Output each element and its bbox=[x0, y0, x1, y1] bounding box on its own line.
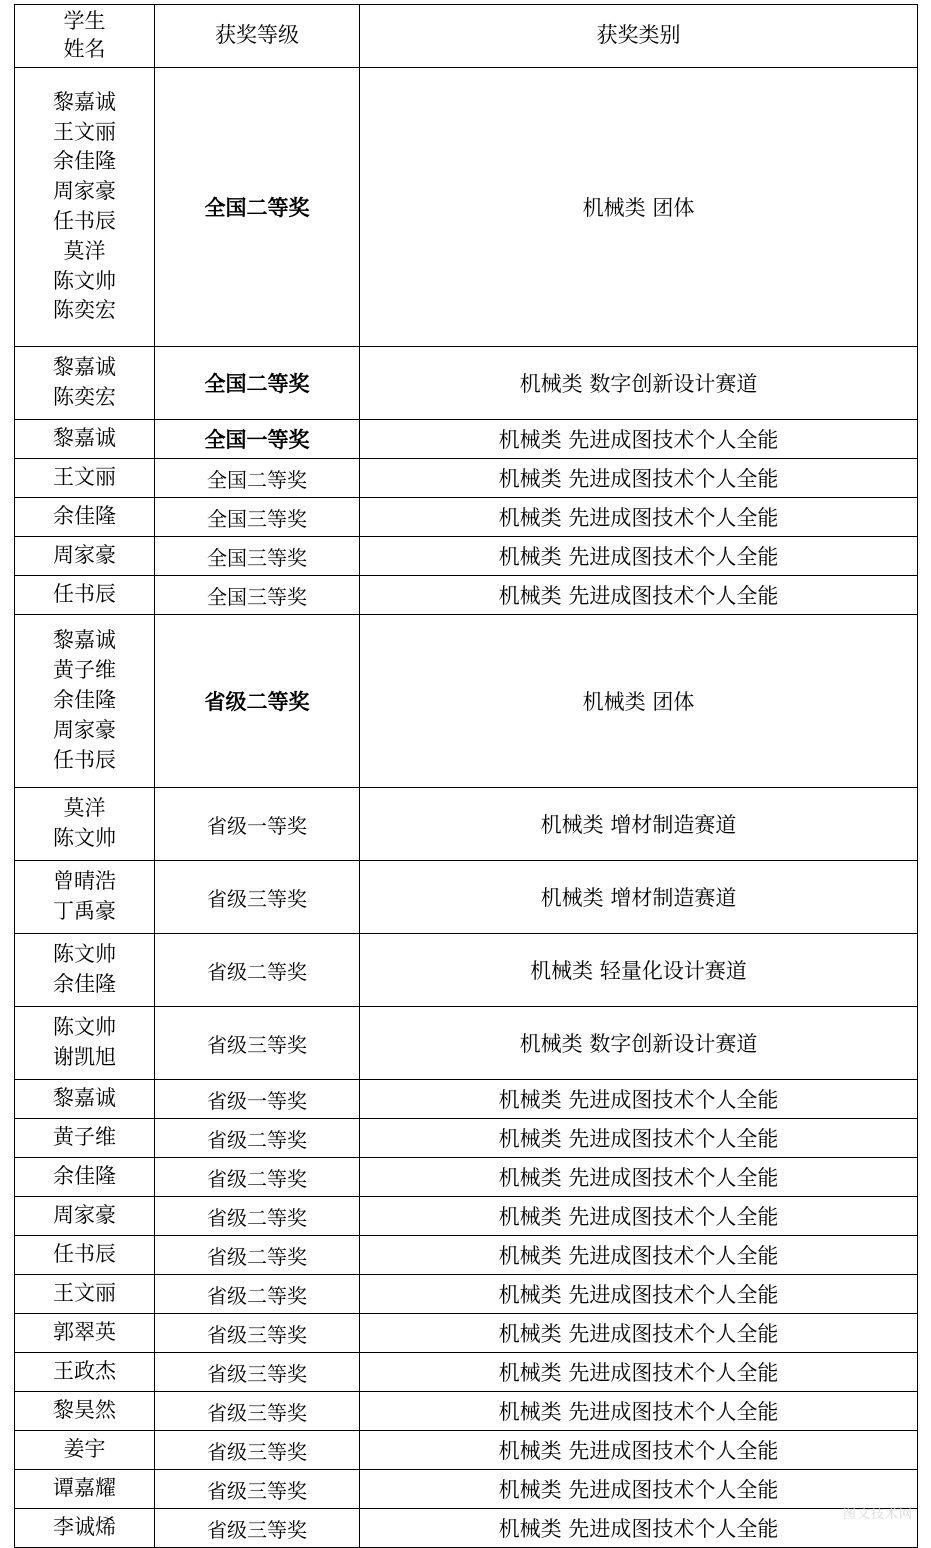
cell-student-name bbox=[15, 68, 155, 347]
cell-award-category: 机械类 先进成图技术个人全能 bbox=[360, 1470, 918, 1509]
cell-student-name bbox=[15, 1236, 155, 1275]
student-name: 任书辰 bbox=[53, 582, 116, 607]
student-name: 陈文帅 bbox=[53, 826, 116, 850]
cell-student-name bbox=[15, 420, 155, 459]
cell-award-level: 全国三等奖 bbox=[155, 537, 360, 576]
cell-student-name bbox=[15, 1158, 155, 1197]
cell-award-level: 省级二等奖 bbox=[155, 1236, 360, 1275]
cell-award-level: 省级三等奖 bbox=[155, 1509, 360, 1548]
table-row bbox=[15, 347, 918, 420]
cell-award-level: 省级三等奖 bbox=[155, 861, 360, 934]
cell-award-level: 省级三等奖 bbox=[155, 1431, 360, 1470]
student-name: 陈奕宏 bbox=[53, 298, 116, 323]
cell-award-category: 机械类 先进成图技术个人全能 bbox=[360, 1119, 918, 1158]
cell-student-name bbox=[15, 1314, 155, 1353]
student-name: 李诚烯 bbox=[53, 1515, 116, 1540]
cell-award-level: 全国三等奖 bbox=[155, 498, 360, 537]
student-name: 王文丽 bbox=[53, 1281, 116, 1306]
cell-award-category: 机械类 先进成图技术个人全能 bbox=[360, 1353, 918, 1392]
student-name: 黎昊然 bbox=[53, 1398, 116, 1423]
cell-student-name bbox=[15, 1275, 155, 1314]
cell-award-category: 机械类 先进成图技术个人全能 bbox=[360, 537, 918, 576]
cell-award-category: 机械类 先进成图技术个人全能 bbox=[360, 1197, 918, 1236]
cell-award-level: 省级一等奖 bbox=[155, 1080, 360, 1119]
column-header-award-category: 获奖类别 bbox=[360, 5, 918, 68]
student-name: 黎嘉诚 bbox=[53, 89, 116, 114]
cell-student-name bbox=[15, 1431, 155, 1470]
student-name: 任书辰 bbox=[53, 1242, 116, 1267]
table-row bbox=[15, 459, 918, 498]
student-name: 余佳隆 bbox=[53, 688, 116, 713]
cell-award-level: 全国二等奖 bbox=[155, 347, 360, 420]
student-name: 王文丽 bbox=[53, 465, 116, 490]
student-name: 黎嘉诚 bbox=[53, 426, 116, 451]
cell-student-name bbox=[15, 537, 155, 576]
cell-award-category: 机械类 先进成图技术个人全能 bbox=[360, 498, 918, 537]
table-row bbox=[15, 1119, 918, 1158]
cell-award-category: 机械类 先进成图技术个人全能 bbox=[360, 1080, 918, 1119]
column-header-student-name-line1: 学生 bbox=[63, 9, 106, 34]
cell-award-category: 机械类 数字创新设计赛道 bbox=[360, 1007, 918, 1080]
student-name: 莫洋 bbox=[63, 796, 106, 821]
table-row bbox=[15, 1509, 918, 1548]
student-name: 陈文帅 bbox=[53, 1015, 116, 1040]
cell-award-category: 机械类 先进成图技术个人全能 bbox=[360, 1314, 918, 1353]
cell-student-name bbox=[15, 1509, 155, 1548]
student-name: 余佳隆 bbox=[53, 504, 116, 529]
cell-award-level: 省级二等奖 bbox=[155, 1197, 360, 1236]
cell-award-category: 机械类 先进成图技术个人全能 bbox=[360, 1431, 918, 1470]
cell-student-name bbox=[15, 615, 155, 788]
table-row bbox=[15, 1353, 918, 1392]
cell-student-name bbox=[15, 576, 155, 615]
student-name: 余佳隆 bbox=[53, 972, 116, 996]
cell-award-category: 机械类 先进成图技术个人全能 bbox=[360, 1392, 918, 1431]
table-row bbox=[15, 1431, 918, 1470]
cell-award-category: 机械类 先进成图技术个人全能 bbox=[360, 459, 918, 498]
cell-student-name bbox=[15, 861, 155, 934]
cell-student-name bbox=[15, 934, 155, 1007]
student-name: 莫洋 bbox=[63, 238, 106, 263]
cell-award-category: 机械类 团体 bbox=[360, 615, 918, 788]
cell-award-level: 省级三等奖 bbox=[155, 1470, 360, 1509]
student-name: 谢凯旭 bbox=[53, 1045, 116, 1069]
table-row bbox=[15, 861, 918, 934]
student-name: 周家豪 bbox=[53, 179, 116, 204]
table-body bbox=[15, 5, 918, 1548]
cell-student-name bbox=[15, 1119, 155, 1158]
table-row bbox=[15, 934, 918, 1007]
cell-award-category: 机械类 先进成图技术个人全能 bbox=[360, 420, 918, 459]
table-row bbox=[15, 1158, 918, 1197]
cell-student-name bbox=[15, 459, 155, 498]
cell-student-name bbox=[15, 1470, 155, 1509]
student-name: 周家豪 bbox=[53, 543, 116, 568]
table-row bbox=[15, 420, 918, 459]
table-header-row bbox=[15, 5, 918, 68]
cell-award-level: 省级二等奖 bbox=[155, 615, 360, 788]
student-name: 陈文帅 bbox=[53, 942, 116, 967]
cell-student-name bbox=[15, 1197, 155, 1236]
cell-award-category: 机械类 先进成图技术个人全能 bbox=[360, 576, 918, 615]
cell-award-level: 全国二等奖 bbox=[155, 68, 360, 347]
student-name: 王政杰 bbox=[53, 1359, 116, 1384]
cell-student-name bbox=[15, 1080, 155, 1119]
cell-award-level: 省级二等奖 bbox=[155, 1158, 360, 1197]
cell-student-name bbox=[15, 788, 155, 861]
cell-award-level: 省级三等奖 bbox=[155, 1007, 360, 1080]
table-row bbox=[15, 1197, 918, 1236]
cell-student-name bbox=[15, 1007, 155, 1080]
table-row bbox=[15, 576, 918, 615]
cell-award-category: 机械类 先进成图技术个人全能 bbox=[360, 1236, 918, 1275]
table-row bbox=[15, 1392, 918, 1431]
student-name: 黄子维 bbox=[53, 1125, 116, 1150]
award-table bbox=[14, 4, 918, 1548]
cell-award-level: 省级三等奖 bbox=[155, 1353, 360, 1392]
student-name: 姜宇 bbox=[63, 1437, 106, 1462]
student-name: 周家豪 bbox=[53, 1203, 116, 1228]
cell-award-category: 机械类 团体 bbox=[360, 68, 918, 347]
student-name: 谭嘉耀 bbox=[53, 1476, 116, 1501]
watermark: 图文技术网 bbox=[842, 1507, 913, 1522]
table-row bbox=[15, 615, 918, 788]
cell-award-category: 机械类 先进成图技术个人全能 bbox=[360, 1275, 918, 1314]
cell-award-level: 省级二等奖 bbox=[155, 1275, 360, 1314]
cell-award-level: 省级一等奖 bbox=[155, 788, 360, 861]
cell-award-level: 省级三等奖 bbox=[155, 1392, 360, 1431]
table-row bbox=[15, 1275, 918, 1314]
table-row bbox=[15, 68, 918, 347]
student-name: 黎嘉诚 bbox=[53, 1086, 116, 1111]
student-name: 余佳隆 bbox=[53, 149, 116, 174]
column-header-award-level: 获奖等级 bbox=[155, 5, 360, 68]
cell-student-name bbox=[15, 498, 155, 537]
student-name: 丁禹豪 bbox=[53, 899, 116, 923]
cell-award-level: 省级二等奖 bbox=[155, 1119, 360, 1158]
column-header-student-name-line2: 姓名 bbox=[63, 37, 106, 61]
table-row bbox=[15, 788, 918, 861]
cell-award-category: 机械类 数字创新设计赛道 bbox=[360, 347, 918, 420]
student-name: 陈文帅 bbox=[53, 268, 116, 293]
table-row bbox=[15, 1470, 918, 1509]
table-row bbox=[15, 1007, 918, 1080]
cell-award-category: 机械类 先进成图技术个人全能 bbox=[360, 1509, 918, 1548]
student-name: 黎嘉诚 bbox=[53, 355, 116, 380]
student-name: 王文丽 bbox=[53, 119, 116, 144]
cell-student-name bbox=[15, 1353, 155, 1392]
cell-award-level: 全国三等奖 bbox=[155, 576, 360, 615]
student-name: 黎嘉诚 bbox=[53, 628, 116, 653]
column-header-student-name bbox=[15, 5, 155, 68]
cell-award-level: 全国二等奖 bbox=[155, 459, 360, 498]
student-name: 任书辰 bbox=[53, 209, 116, 233]
student-name: 任书辰 bbox=[53, 747, 116, 772]
table-row bbox=[15, 1314, 918, 1353]
cell-student-name bbox=[15, 347, 155, 420]
table-row bbox=[15, 537, 918, 576]
cell-award-category: 机械类 增材制造赛道 bbox=[360, 861, 918, 934]
student-name: 周家豪 bbox=[53, 717, 116, 742]
student-name: 余佳隆 bbox=[53, 1164, 116, 1189]
cell-student-name bbox=[15, 1392, 155, 1431]
table-row bbox=[15, 1236, 918, 1275]
table-row bbox=[15, 498, 918, 537]
cell-award-category: 机械类 增材制造赛道 bbox=[360, 788, 918, 861]
student-name: 陈奕宏 bbox=[53, 385, 116, 409]
cell-award-level: 全国一等奖 bbox=[155, 420, 360, 459]
student-name: 曾晴浩 bbox=[53, 869, 116, 894]
student-name: 郭翠英 bbox=[53, 1320, 116, 1345]
student-name: 黄子维 bbox=[53, 658, 116, 683]
cell-award-level: 省级三等奖 bbox=[155, 1314, 360, 1353]
cell-award-category: 机械类 先进成图技术个人全能 bbox=[360, 1158, 918, 1197]
cell-award-level: 省级二等奖 bbox=[155, 934, 360, 1007]
cell-award-category: 机械类 轻量化设计赛道 bbox=[360, 934, 918, 1007]
table-row bbox=[15, 1080, 918, 1119]
